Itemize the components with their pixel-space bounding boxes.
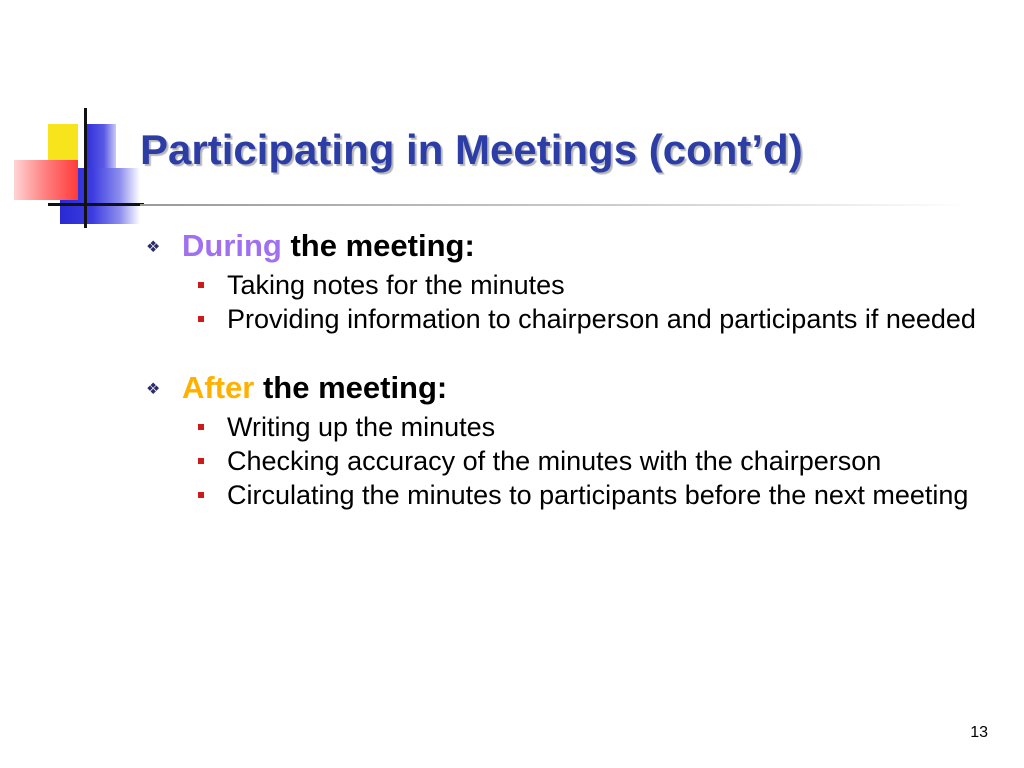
list-item-text: Circulating the minutes to participants before the next meeting	[227, 480, 969, 510]
list-item	[140, 302, 980, 336]
list-item-text: Providing information to chairperson and participants if needed	[227, 304, 976, 334]
section-gap	[140, 336, 980, 366]
section-during-heading	[140, 224, 980, 268]
list-item	[140, 444, 980, 478]
list-item	[140, 268, 980, 302]
logo-vertical-line	[84, 108, 87, 228]
list-item	[140, 410, 980, 444]
during-keyword: During	[182, 228, 282, 263]
after-keyword: After	[182, 370, 255, 405]
logo-blue-block-top	[86, 124, 116, 174]
square-bullet-icon	[198, 424, 204, 430]
square-bullet-icon	[198, 282, 204, 288]
logo-red-block	[14, 160, 78, 200]
decorative-logo	[0, 0, 160, 240]
diamond-bullet-icon: ❖	[146, 381, 161, 398]
list-item	[140, 478, 980, 512]
slide-content	[140, 224, 980, 512]
list-item-text: Writing up the minutes	[227, 412, 496, 442]
diamond-bullet-icon: ❖	[146, 239, 161, 256]
square-bullet-icon	[198, 458, 204, 464]
during-heading-rest: the meeting:	[281, 228, 475, 263]
square-bullet-icon	[198, 492, 204, 498]
logo-horizontal-line	[48, 203, 144, 206]
section-after-heading	[140, 366, 980, 410]
list-item-text: Checking accuracy of the minutes with the chairperson	[227, 446, 882, 476]
list-item-text: Taking notes for the minutes	[227, 270, 565, 300]
page-number: 13	[970, 724, 988, 741]
slide-title: Participating in Meetings (cont’d)	[140, 126, 803, 173]
title-divider	[140, 204, 970, 206]
after-heading-rest: the meeting:	[254, 370, 448, 405]
square-bullet-icon	[198, 316, 204, 322]
